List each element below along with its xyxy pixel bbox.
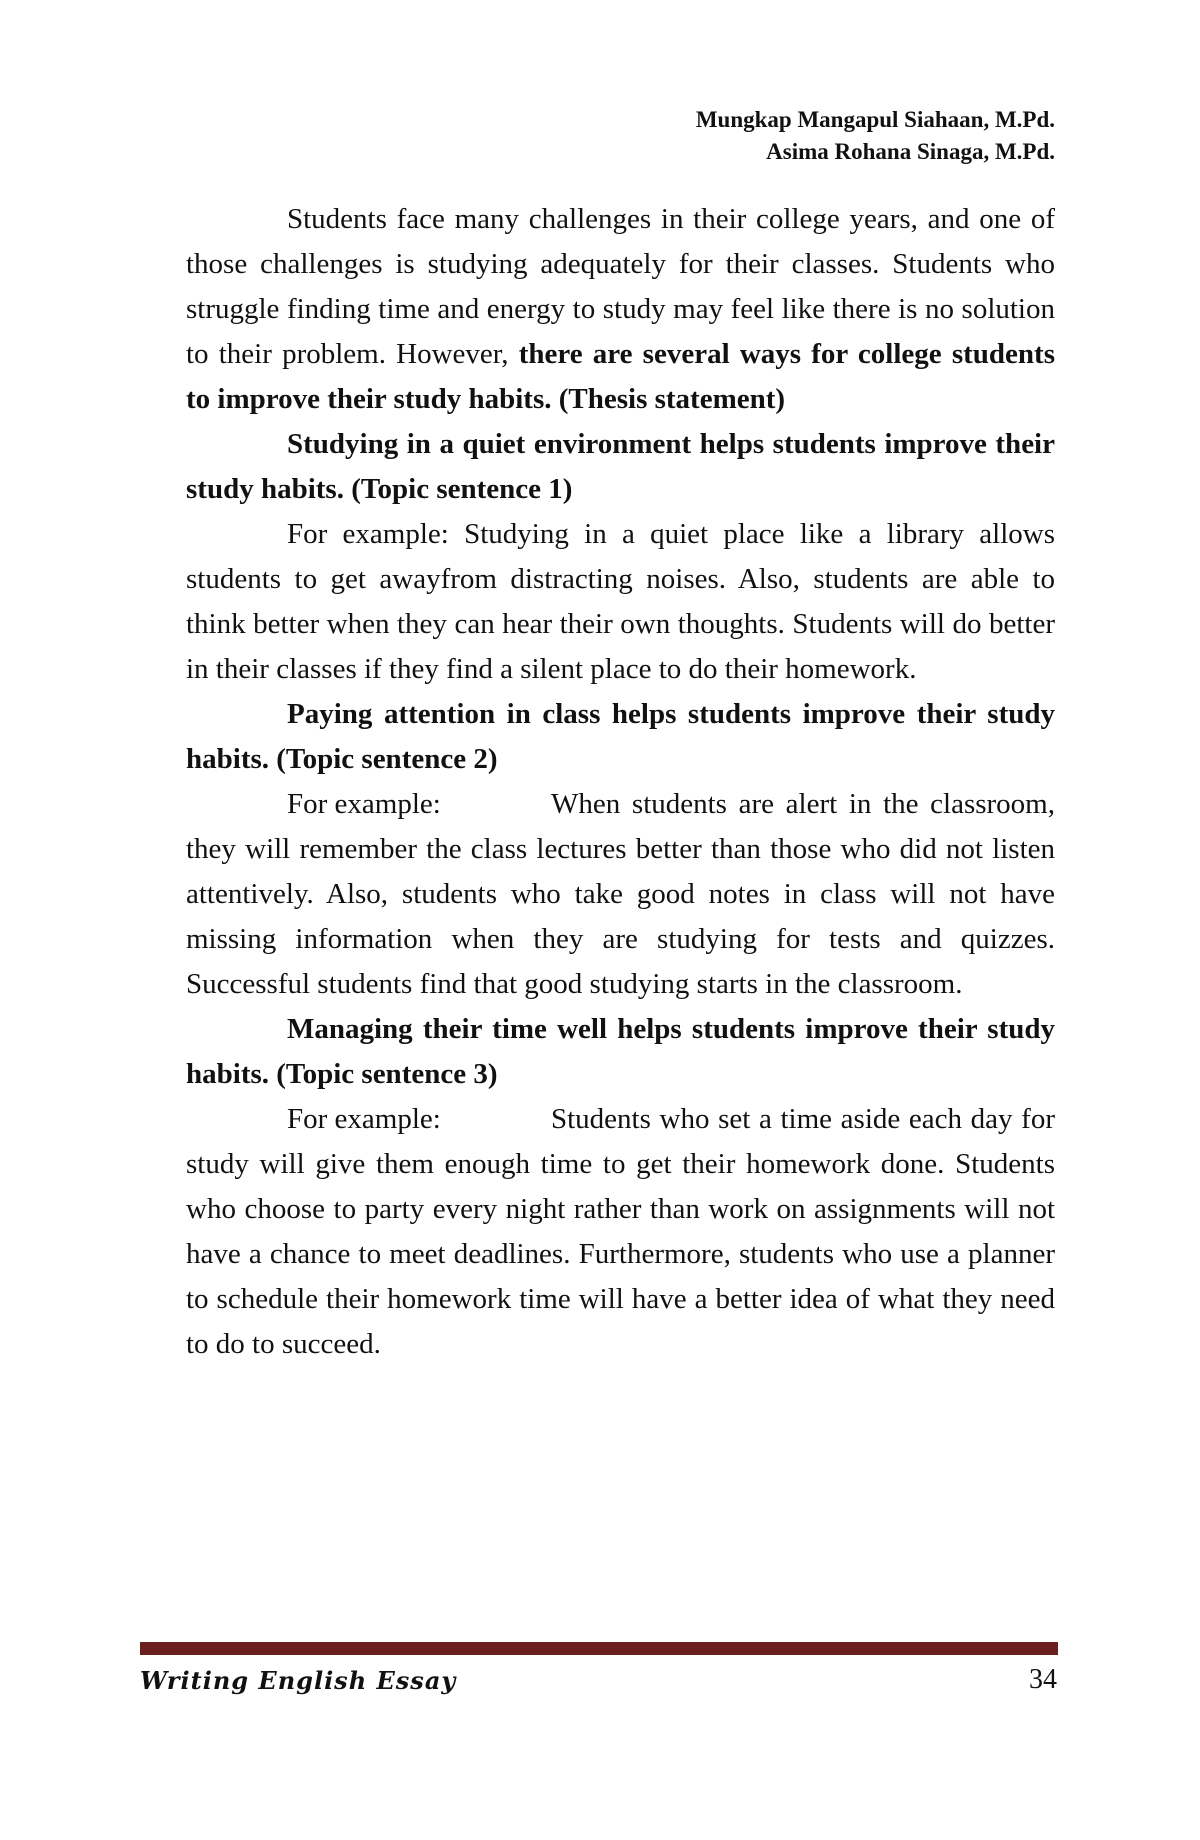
thesis-statement: there are several ways for college students to improve their study habits. (Thesis statement) [186,338,1055,415]
author-name-2: Asima Rohana Sinaga, M.Pd. [766,139,1055,164]
topic-sentence-2: Paying attention in class helps students improve their study habits. (Topic sentence 2) [186,698,1055,775]
example-label-1: For example: [287,518,449,550]
example-label-3: For example: [287,1103,441,1135]
topic-sentence-3: Managing their time well helps students improve their study habits. (Topic sentence 3) [186,1013,1055,1090]
footer-book-title: Writing English Essay [140,1666,457,1695]
intro-text: Students face many challenges in their college years, and one of those challenges is studying adequately for their classes. Students who struggle finding time and energy to study may feel like there is no solution to their problem. However, [186,203,1055,370]
example-label-2: For example: [287,788,441,820]
topic-sentence-1: Studying in a quiet environment helps students improve their study habits. (Topic sentence 1) [186,428,1055,505]
page-number: 34 [1029,1664,1057,1695]
author-name-1: Mungkap Mangapul Siahaan, M.Pd. [695,107,1055,132]
essay-body [186,197,1055,1367]
example-text-3: Students who set a time aside each day for study will give them enough time to get their homework done. Students who choose to party every night rather than work on assignments will not have a chance to meet deadlines. Furthermore, students who use a planner to schedule their homework time will have a better idea of what they need to do to succeed. [186,1103,1055,1360]
example-paragraph-1 [186,512,1055,692]
intro-paragraph [186,197,1055,422]
example-text-1: Studying in a quiet place like a library allows students to get awayfrom distracting noises. Also, students are able to think better when they can hear their own thoughts. Students will do better in their classes if they find a silent place to do their homework. [186,518,1056,685]
example-paragraph-3 [186,1097,1055,1367]
example-text-2: When students are alert in the classroom, they will remember the class lectures better than those who did not listen attentively. Also, students who take good notes in class will not have missing information when they are studying for tests and quizzes. Successful students find that good studying starts in the classroom. [186,788,1055,1000]
page-header [355,104,1055,168]
footer-divider [140,1642,1058,1655]
example-paragraph-2 [186,782,1055,1007]
